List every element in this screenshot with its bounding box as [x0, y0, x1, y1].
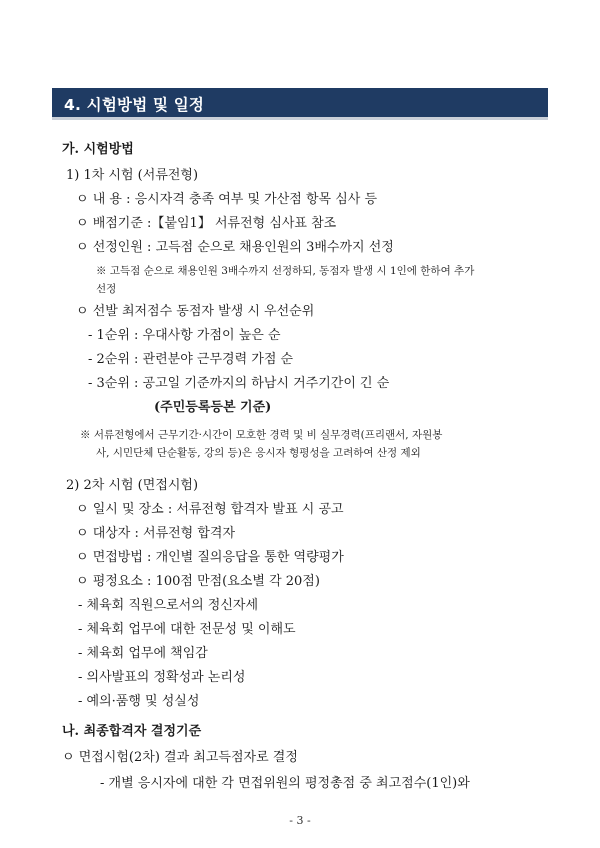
section-title-banner: [52, 88, 548, 120]
first-exam-scoring: ㅇ 배점기준 :【붙임1】 서류전형 심사표 참조: [76, 216, 337, 231]
page-number: - 3 -: [289, 814, 311, 827]
first-exam-heading: 1) 1차 시험 (서류전형): [66, 168, 199, 183]
first-exam-note-line2: 선정: [96, 283, 117, 295]
tie-break-rank-2: - 2순위 : 관련분야 근무경력 가점 순: [88, 352, 294, 367]
first-exam-note-line1: ※ 고득점 순으로 채용인원 3배수까지 선정하되, 동점자 발생 시 1인에 한하여 추가: [96, 265, 475, 277]
section-title: 4. 시험방법 및 일정: [64, 96, 205, 114]
subsection-b-heading: 나. 최종합격자 결정기준: [62, 724, 202, 739]
tie-break-rank-1: - 1순위 : 우대사항 가점이 높은 순: [88, 328, 281, 343]
final-decision-item: ㅇ 면접시험(2차) 결과 최고득점자로 결정: [62, 750, 298, 765]
tie-break-heading: ㅇ 선발 최저점수 동점자 발생 시 우선순위: [76, 304, 315, 319]
first-exam-selection: ㅇ 선정인원 : 고득점 순으로 채용인원의 3배수까지 선정: [76, 240, 394, 255]
second-exam-criteria-heading: ㅇ 평정요소 : 100점 만점(요소별 각 20점): [76, 574, 320, 589]
criterion-item: - 체육회 업무에 대한 전문성 및 이해도: [78, 622, 296, 637]
criterion-item: - 예의·품행 및 성실성: [78, 694, 200, 709]
second-exam-schedule: ㅇ 일시 및 장소 : 서류전형 합격자 발표 시 공고: [76, 502, 344, 517]
criterion-item: - 의사발표의 정확성과 논리성: [78, 670, 246, 685]
second-exam-heading: 2) 2차 시험 (면접시험): [66, 478, 199, 493]
second-exam-target: ㅇ 대상자 : 서류전형 합격자: [76, 526, 236, 541]
document-screening-note-line2: 사, 시민단체 단순활동, 강의 등)은 응시자 형평성을 고려하여 산정 제외: [96, 447, 421, 459]
criterion-item: - 체육회 업무에 책임감: [78, 646, 208, 661]
tie-break-rank-3: - 3순위 : 공고일 기준까지의 하남시 거주기간이 긴 순: [88, 376, 390, 391]
tie-break-basis-note: (주민등록등본 기준): [154, 400, 272, 415]
document-screening-note-line1: ※ 서류전형에서 근무기간·시간이 모호한 경력 및 비 실무경력(프리랜서, 자원봉: [80, 429, 443, 441]
subsection-a-heading: 가. 시험방법: [62, 142, 134, 157]
criterion-item: - 체육회 직원으로서의 정신자세: [78, 598, 259, 613]
second-exam-method: ㅇ 면접방법 : 개인별 질의응답을 통한 역량평가: [76, 550, 344, 565]
first-exam-content: ㅇ 내 용 : 응시자격 충족 여부 및 가산점 항목 심사 등: [76, 192, 377, 207]
final-decision-detail: - 개별 응시자에 대한 각 면접위원의 평정총점 중 최고점수(1인)와: [100, 776, 470, 791]
